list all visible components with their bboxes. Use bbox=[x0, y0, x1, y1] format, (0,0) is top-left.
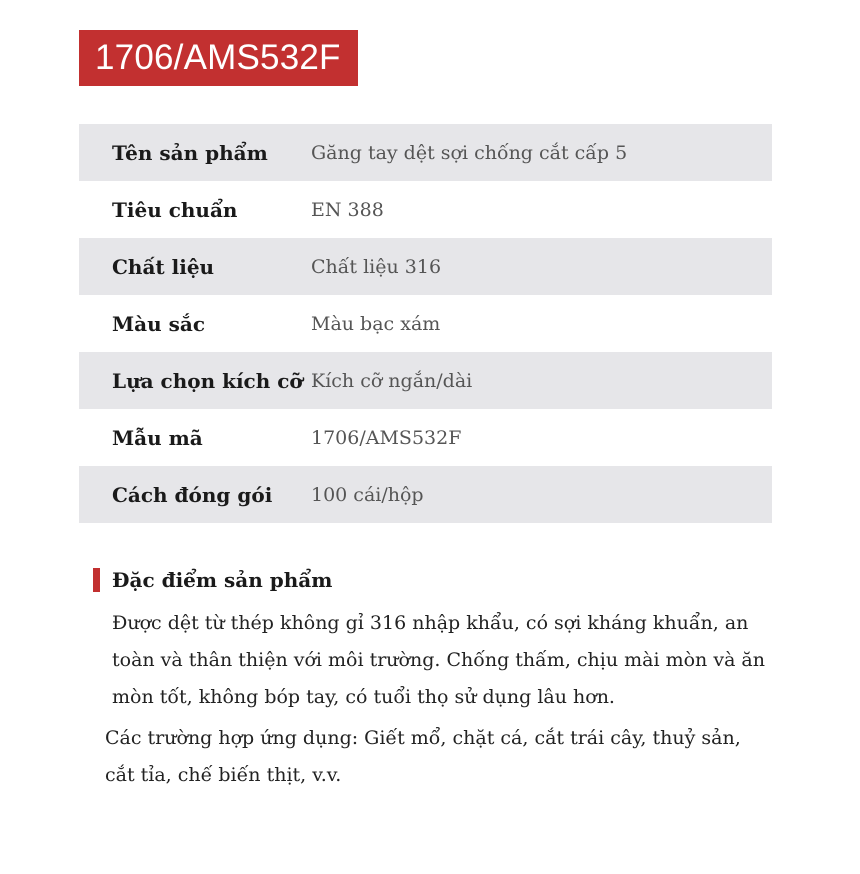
spec-label: Tiêu chuẩn bbox=[112, 197, 238, 222]
features-header bbox=[93, 566, 783, 594]
spec-label: Tên sản phẩm bbox=[112, 140, 268, 165]
spec-value: Găng tay dệt sợi chống cắt cấp 5 bbox=[311, 141, 628, 164]
spec-value: EN 388 bbox=[311, 198, 384, 221]
features-heading: Đặc điểm sản phẩm bbox=[112, 568, 333, 592]
spec-row-standard bbox=[79, 181, 772, 238]
spec-value: 1706/AMS532F bbox=[311, 426, 462, 449]
spec-label: Màu sắc bbox=[112, 311, 205, 336]
spec-table bbox=[79, 124, 772, 523]
spec-value: Màu bạc xám bbox=[311, 312, 441, 335]
spec-row-size bbox=[79, 352, 772, 409]
spec-label: Cách đóng gói bbox=[112, 482, 273, 507]
spec-value: Kích cỡ ngắn/dài bbox=[311, 369, 473, 392]
spec-row-product-name bbox=[79, 124, 772, 181]
features-applications: Các trường hợp ứng dụng: Giết mổ, chặt cá, cắt trái cây, thuỷ sản, cắt tỉa, chế biến thịt, v.v. bbox=[105, 727, 741, 786]
spec-row-model bbox=[79, 409, 772, 466]
spec-label: Mẫu mã bbox=[112, 425, 203, 450]
features-section bbox=[93, 566, 783, 794]
product-code-title: 1706/AMS532F bbox=[79, 30, 358, 86]
spec-row-packaging bbox=[79, 466, 772, 523]
section-marker-bar bbox=[93, 568, 100, 592]
features-description: Được dệt từ thép không gỉ 316 nhập khẩu, có sợi kháng khuẩn, an toàn và thân thiện với môi trường. Chống thấm, chịu mài mòn và ăn mòn tốt, không bóp tay, có tuổi thọ sử dụng lâu hơn. bbox=[112, 612, 765, 708]
spec-value: Chất liệu 316 bbox=[311, 255, 442, 278]
spec-row-color bbox=[79, 295, 772, 352]
spec-label: Chất liệu bbox=[112, 254, 215, 279]
spec-label: Lựa chọn kích cỡ bbox=[112, 368, 303, 393]
spec-row-material bbox=[79, 238, 772, 295]
spec-value: 100 cái/hộp bbox=[311, 483, 424, 506]
